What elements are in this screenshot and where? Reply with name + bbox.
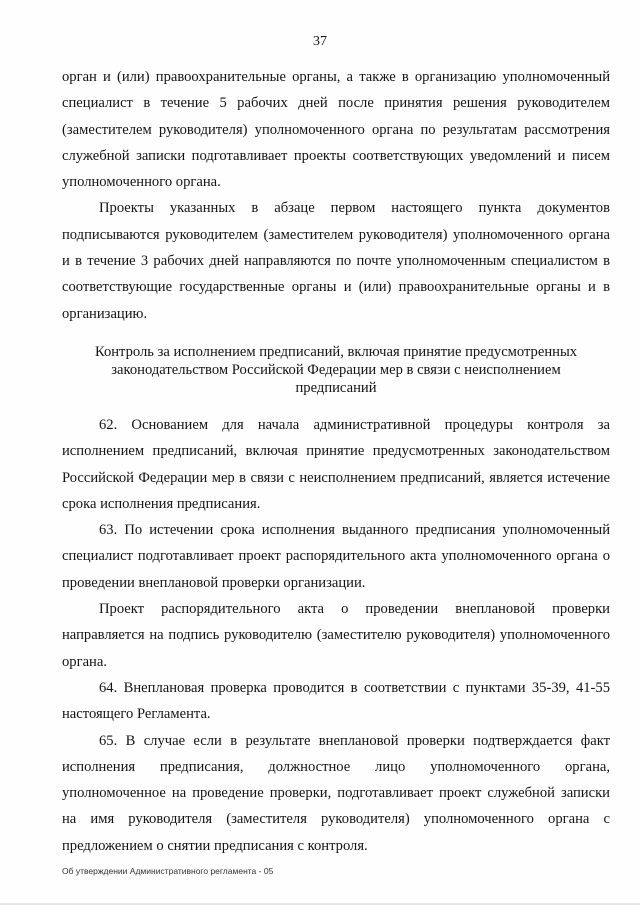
paragraph-item-62: 62. Основанием для начала административной процедуры контроля за исполнением предписаний, включая принятие предусмотренных законодательством Российской Федерации мер в связи с неисполнением предписаний, является истечение срока исполнения предписания. xyxy=(62,416,610,512)
section-heading xyxy=(62,343,610,397)
section-heading-line-1: Контроль за исполнением предписаний, включая принятие предусмотренных xyxy=(94,343,578,360)
paragraph-item-64: 64. Внеплановая проверка проводится в соответствии с пунктами 35-39, 41-55 настоящего Регламента. xyxy=(62,679,610,723)
paragraph-item-65: 65. В случае если в результате внеплановой проверки подтверждается факт исполнения предписания, должностное лицо уполномоченного органа, уполномоченное на проведение проверки, подготавливает проект служебной записки на имя руководителя (заместителя руководителя) уполномоченного органа с предложением о снятии предписания с контроля. xyxy=(62,732,610,854)
section-heading-line-3: предписаний xyxy=(295,379,377,396)
document-body xyxy=(62,64,610,859)
page-footer: Об утверждении Административного регламента - 05 xyxy=(62,866,274,876)
section-heading-line-2: законодательством Российской Федерации мер в связи с неисполнением xyxy=(111,361,561,378)
paragraph-continuation: орган и (или) правоохранительные органы, а также в организацию уполномоченный специалист в течение 5 рабочих дней после принятия решения руководителем (заместителем руководителя) уполномоченного органа по результатам рассмотрения служебной записки подготавливает проекты соответствующих уведомлений и писем уполномоченного органа. xyxy=(62,69,610,191)
page-number: 37 xyxy=(313,34,327,49)
paragraph-item-63: 63. По истечении срока исполнения выданного предписания уполномоченный специалист подготавливает проект распорядительного акта уполномоченного органа о проведении внеплановой проверки организации. xyxy=(62,522,610,591)
paragraph-projects: Проекты указанных в абзаце первом настоящего пункта документов подписываются руководителем (заместителем руководителя) уполномоченного органа и в течение 3 рабочих дней направляются по почте уполномоченным специалистом в соответствующие государственные органы и (или) правоохранительные органы и в организацию. xyxy=(62,200,610,322)
paragraph-item-63-draft: Проект распорядительного акта о проведении внеплановой проверки направляется на подпись руководителю (заместителю руководителя) уполномоченного органа. xyxy=(62,601,610,670)
